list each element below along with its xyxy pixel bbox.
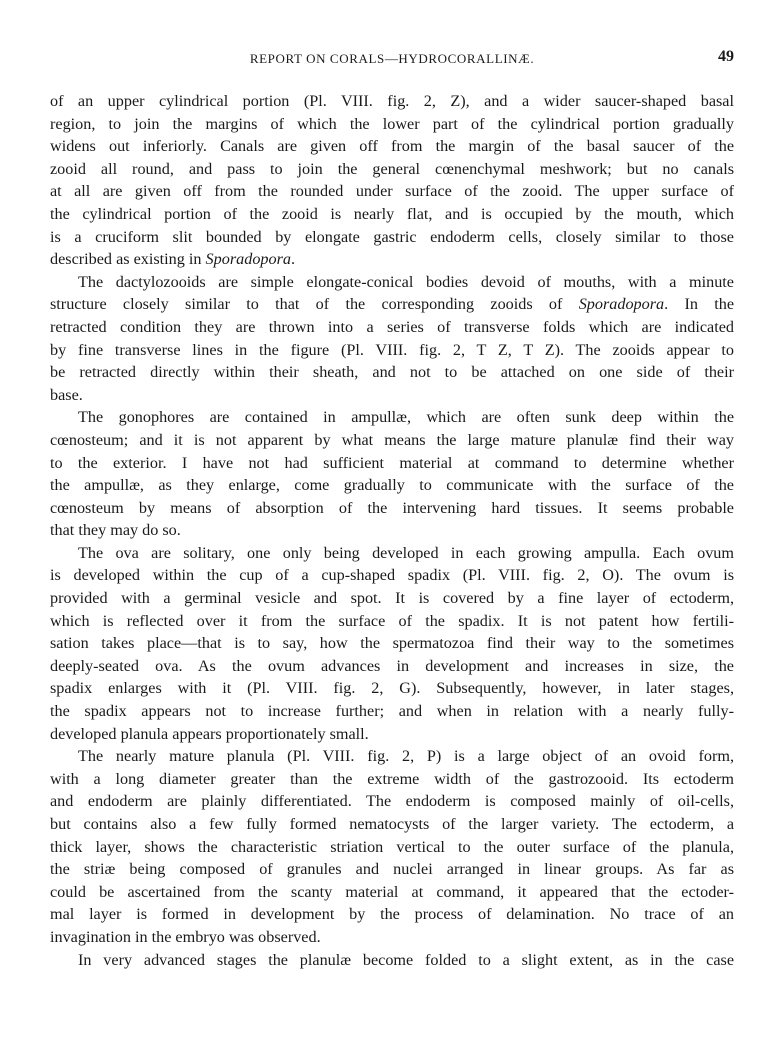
- text-line: be retracted directly within their sheath, and not to be attached on one side of their: [50, 363, 734, 382]
- text-line: the cylindrical portion of the zooid is nearly flat, and is occupied by the mouth, which: [50, 204, 734, 223]
- text-line: deeply-seated ova. As the ovum advances in development and increases in size, the: [50, 656, 734, 675]
- text-line: that they may do so.: [50, 521, 181, 540]
- text-line: zooid all round, and pass to join the general cœnenchymal meshwork; but no canals: [50, 159, 734, 178]
- text-line: but contains also a few fully formed nematocysts of the larger variety. The ectoderm, a: [50, 815, 734, 833]
- text-line: at all are given off from the rounded under surface of the zooid. The upper surface of: [50, 182, 734, 201]
- text-line: The nearly mature planula (Pl. VIII. fig. 2, P) is a large object of an ovoid form,: [78, 747, 734, 766]
- paragraph: [50, 745, 734, 948]
- text-line: mal layer is formed in development by the process of delamination. No trace of an: [50, 905, 734, 924]
- text-line: is a cruciform slit bounded by elongate gastric endoderm cells, closely similar to those: [50, 227, 734, 246]
- paragraph: [50, 542, 734, 745]
- text-line: developed planula appears proportionately small.: [50, 724, 369, 743]
- text-line: The gonophores are contained in ampullæ, which are often sunk deep within the: [78, 408, 734, 427]
- text-line: In very advanced stages the planulæ become folded to a slight extent, as in the case: [78, 950, 734, 969]
- page-header: [50, 48, 734, 70]
- text-line: The ova are solitary, one only being developed in each growing ampulla. Each ovum: [78, 543, 734, 562]
- page-number: 49: [718, 48, 734, 65]
- text-line: cœnosteum by means of absorption of the intervening hard tissues. It seems probable: [50, 498, 734, 517]
- paragraph: [50, 949, 734, 972]
- text-line: structure closely similar to that of the corresponding zooids of Sporadopora. In the: [50, 295, 734, 314]
- text-line: invagination in the embryo was observed.: [50, 927, 321, 946]
- text-line: the ampullæ, as they enlarge, come gradually to communicate with the surface of the: [50, 476, 734, 495]
- italic-term: Sporadopora: [205, 250, 291, 269]
- text-line: spadix enlarges with it (Pl. VIII. fig. 2, G). Subsequently, however, in later stages,: [50, 679, 734, 698]
- paragraph: [50, 271, 734, 407]
- text-line: base.: [50, 385, 83, 404]
- text-line: could be ascertained from the scanty material at command, it appeared that the ectoder-: [50, 882, 734, 901]
- text-line: region, to join the margins of which the lower part of the cylindrical portion gradually: [50, 114, 734, 133]
- text-line: to the exterior. I have not had sufficient material at command to determine whether: [50, 453, 734, 472]
- running-head: REPORT ON CORALS—HYDROCORALLINÆ.: [249, 51, 535, 66]
- text-line: by fine transverse lines in the figure (Pl. VIII. fig. 2, T Z, T Z). The zooids appear to: [50, 340, 734, 359]
- text-line: thick layer, shows the characteristic striation vertical to the outer surface of the planula,: [50, 837, 734, 856]
- text-line: the spadix appears not to increase further; and when in relation with a nearly fully-: [50, 702, 734, 721]
- body-text: [50, 90, 734, 971]
- text-line: and endoderm are plainly differentiated. The endoderm is composed mainly of oil-cells,: [50, 792, 734, 811]
- text-line: sation takes place—that is to say, how the spermatozoa find their way to the sometimes: [50, 634, 734, 653]
- text-line: is developed within the cup of a cup-shaped spadix (Pl. VIII. fig. 2, O). The ovum is: [50, 566, 734, 585]
- text-line: provided with a germinal vesicle and spot. It is covered by a fine layer of ectoderm,: [50, 589, 734, 608]
- text-line: The dactylozooids are simple elongate-conical bodies devoid of mouths, with a minute: [78, 272, 734, 291]
- text-line: widens out inferiorly. Canals are given off from the margin of the basal saucer of the: [50, 137, 734, 156]
- text-line: the striæ being composed of granules and nuclei arranged in linear groups. As far as: [50, 860, 734, 879]
- text-line: cœnosteum; and it is not apparent by what means the large mature planulæ find their way: [50, 430, 734, 449]
- text-line: described as existing in Sporadopora.: [50, 250, 296, 269]
- paragraph: [50, 90, 734, 271]
- italic-term: Sporadopora: [578, 295, 665, 314]
- text-line: retracted condition they are thrown into a series of transverse folds which are indicated: [50, 317, 734, 336]
- text-line: which is reflected over it from the surface of the spadix. It is not patent how fertili-: [50, 611, 734, 630]
- text-line: with a long diameter greater than the extreme width of the gastrozooid. Its ectoderm: [50, 769, 734, 788]
- paragraph: [50, 406, 734, 542]
- text-line: of an upper cylindrical portion (Pl. VIII. fig. 2, Z), and a wider saucer-shaped basal: [50, 92, 734, 110]
